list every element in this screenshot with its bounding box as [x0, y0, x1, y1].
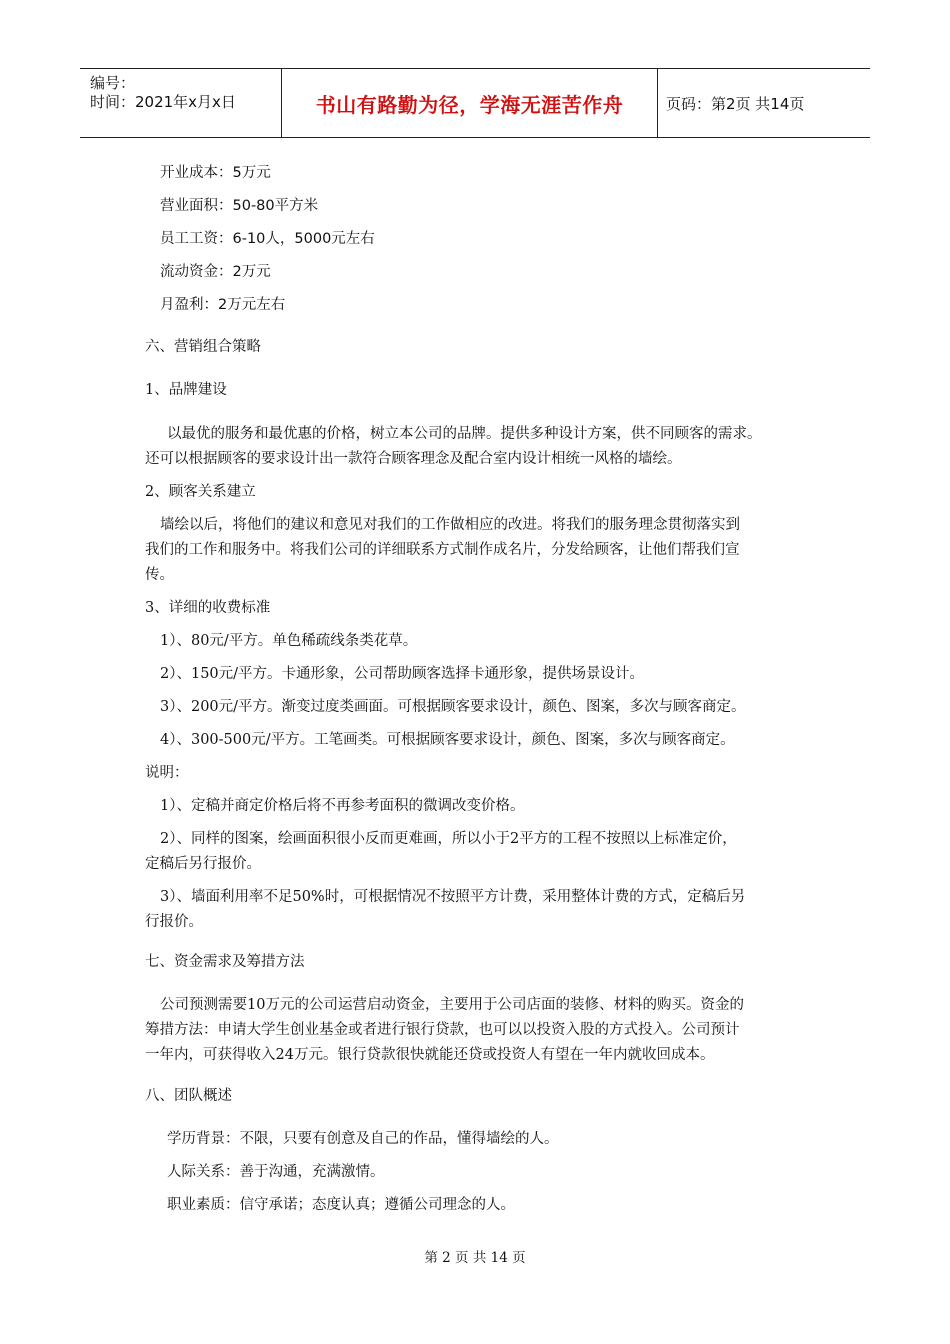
note-item: 1）、定稿并商定价格后将不再参考面积的微调改变价格。	[160, 798, 525, 814]
team-item: 人际关系：善于沟通，充满激情。	[167, 1164, 385, 1180]
doc-number-label: 编号：	[90, 74, 136, 92]
paragraph-line: 传。	[145, 567, 174, 583]
fee-item: 4）、300-500元/平方。工笔画类。可根据顾客要求设计，颜色、图案，多次与顾客商定。	[160, 732, 735, 748]
header-meta	[80, 69, 282, 137]
cost-line: 流动资金：2万元	[160, 264, 271, 280]
page-header	[80, 68, 870, 138]
header-motto-cell	[282, 69, 658, 137]
subsection-heading: 2、顾客关系建立	[145, 484, 256, 500]
section-heading: 六、营销组合策略	[145, 339, 261, 355]
cost-line: 开业成本：5万元	[160, 165, 271, 181]
fee-item: 1）、80元/平方。单色稀疏线条类花草。	[160, 633, 418, 649]
cost-line: 员工工资：6-10人，5000元左右	[160, 231, 375, 247]
section-heading: 八、团队概述	[145, 1088, 232, 1104]
subsection-heading: 3、详细的收费标准	[145, 600, 271, 616]
note-item: 行报价。	[145, 914, 203, 930]
paragraph-line: 墙绘以后，将他们的建议和意见对我们的工作做相应的改进。将我们的服务理念贯彻落实到	[160, 517, 740, 533]
header-motto: 书山有路勤为径，学海无涯苦作舟	[315, 92, 624, 117]
header-page-cell	[658, 69, 870, 137]
paragraph-line: 还可以根据顾客的要求设计出一款符合顾客理念及配合室内设计相统一风格的墙绘。	[145, 451, 682, 467]
cost-line: 营业面积：50-80平方米	[160, 198, 319, 214]
header-page-info: 页码：第2页 共14页	[666, 94, 805, 113]
paragraph-line: 筹措方法：申请大学生创业基金或者进行银行贷款，也可以以投资入股的方式投入。公司预计	[145, 1022, 740, 1038]
paragraph-line: 一年内，可获得收入24万元。银行贷款很快就能还贷或投资人有望在一年内就收回成本。	[145, 1047, 715, 1063]
notes-label: 说明：	[145, 765, 189, 781]
fee-item: 3）、200元/平方。渐变过度类画面。可根据顾客要求设计，颜色、图案，多次与顾客商定。	[160, 699, 746, 715]
subsection-heading: 1、品牌建设	[145, 382, 227, 398]
team-item: 职业素质：信守承诺；态度认真；遵循公司理念的人。	[167, 1197, 515, 1213]
note-item: 2）、同样的图案，绘画面积很小反而更难画，所以小于2平方的工程不按照以上标准定价，	[160, 831, 737, 847]
paragraph-line: 公司预测需要10万元的公司运营启动资金，主要用于公司店面的装修、材料的购买。资金的	[160, 997, 744, 1013]
cost-line: 月盈利：2万元左右	[160, 297, 286, 313]
note-item: 3）、墙面利用率不足50%时，可根据情况不按照平方计费，采用整体计费的方式，定稿后另	[160, 889, 746, 905]
page-footer: 第 2 页 共 14 页	[424, 1250, 526, 1266]
paragraph-line: 我们的工作和服务中。将我们公司的详细联系方式制作成名片，分发给顾客，让他们帮我们宣	[145, 542, 740, 558]
doc-time-label: 时间：2021年x月x日	[90, 93, 236, 111]
section-heading: 七、资金需求及筹措方法	[145, 954, 305, 970]
fee-item: 2）、150元/平方。卡通形象，公司帮助顾客选择卡通形象，提供场景设计。	[160, 666, 645, 682]
note-item: 定稿后另行报价。	[145, 856, 261, 872]
team-item: 学历背景：不限，只要有创意及自己的作品，懂得墙绘的人。	[167, 1131, 559, 1147]
paragraph-line: 以最优的服务和最优惠的价格，树立本公司的品牌。提供多种设计方案，供不同顾客的需求。	[167, 426, 762, 442]
